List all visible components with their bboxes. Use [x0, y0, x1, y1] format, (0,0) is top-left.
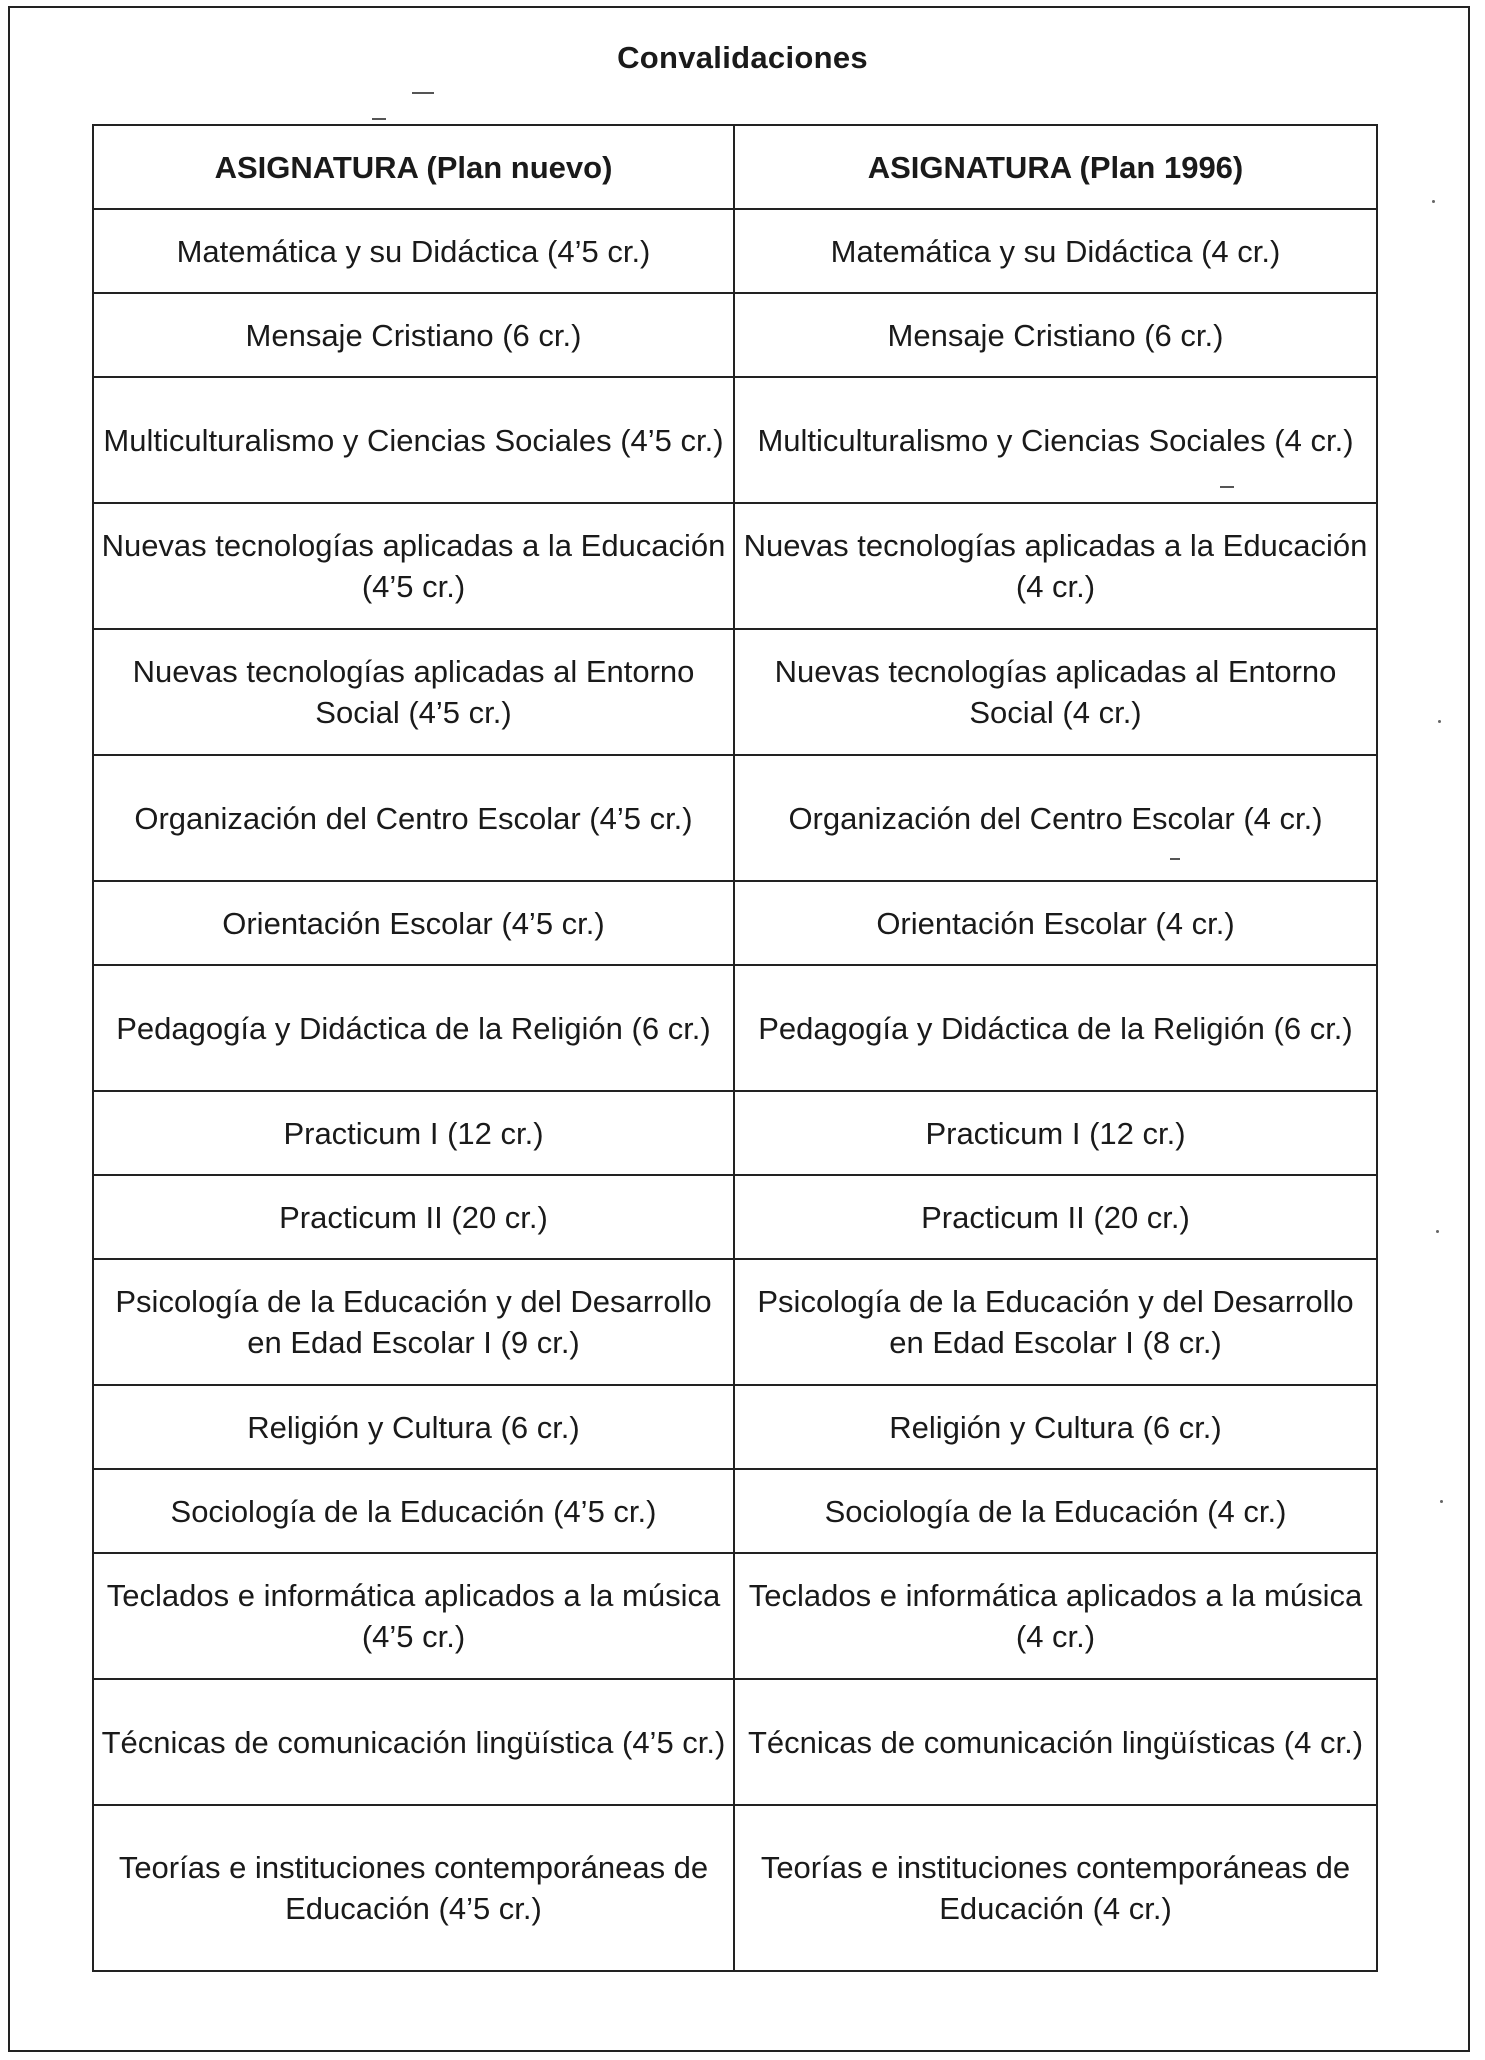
cell-plan-1996: Pedagogía y Didáctica de la Religión (6 cr.)	[734, 965, 1377, 1091]
table-row	[93, 1091, 1377, 1175]
table-row	[93, 377, 1377, 503]
cell-plan-1996: Mensaje Cristiano (6 cr.)	[734, 293, 1377, 377]
cell-plan-1996: Multiculturalismo y Ciencias Sociales (4 cr.)	[734, 377, 1377, 503]
table-row	[93, 629, 1377, 755]
cell-plan-1996: Religión y Cultura (6 cr.)	[734, 1385, 1377, 1469]
cell-plan-nuevo: Técnicas de comunicación lingüística (4’5 cr.)	[93, 1679, 734, 1805]
cell-plan-1996: Teclados e informática aplicados a la música (4 cr.)	[734, 1553, 1377, 1679]
table-row	[93, 1679, 1377, 1805]
table-row	[93, 965, 1377, 1091]
cell-plan-nuevo: Matemática y su Didáctica (4’5 cr.)	[93, 209, 734, 293]
cell-plan-nuevo: Practicum I (12 cr.)	[93, 1091, 734, 1175]
header-plan-1996: ASIGNATURA (Plan 1996)	[734, 125, 1377, 209]
cell-plan-1996: Nuevas tecnologías aplicadas a la Educación (4 cr.)	[734, 503, 1377, 629]
header-plan-nuevo: ASIGNATURA (Plan nuevo)	[93, 125, 734, 209]
cell-plan-nuevo: Pedagogía y Didáctica de la Religión (6 cr.)	[93, 965, 734, 1091]
cell-plan-1996: Psicología de la Educación y del Desarrollo en Edad Escolar I (8 cr.)	[734, 1259, 1377, 1385]
cell-plan-nuevo: Organización del Centro Escolar (4’5 cr.)	[93, 755, 734, 881]
convalidaciones-table	[92, 124, 1378, 1972]
table-row	[93, 1469, 1377, 1553]
cell-plan-nuevo: Teclados e informática aplicados a la música (4’5 cr.)	[93, 1553, 734, 1679]
cell-plan-1996: Orientación Escolar (4 cr.)	[734, 881, 1377, 965]
cell-plan-nuevo: Sociología de la Educación (4’5 cr.)	[93, 1469, 734, 1553]
table-row	[93, 1553, 1377, 1679]
table-row	[93, 755, 1377, 881]
page-title: Convalidaciones	[617, 40, 868, 75]
cell-plan-nuevo: Nuevas tecnologías aplicadas al Entorno Social (4’5 cr.)	[93, 629, 734, 755]
cell-plan-1996: Técnicas de comunicación lingüísticas (4 cr.)	[734, 1679, 1377, 1805]
cell-plan-nuevo: Mensaje Cristiano (6 cr.)	[93, 293, 734, 377]
cell-plan-1996: Organización del Centro Escolar (4 cr.)	[734, 755, 1377, 881]
scan-artifact	[372, 118, 386, 120]
table-header-row	[93, 125, 1377, 209]
table-row	[93, 1259, 1377, 1385]
cell-plan-nuevo: Multiculturalismo y Ciencias Sociales (4’5 cr.)	[93, 377, 734, 503]
cell-plan-nuevo: Orientación Escolar (4’5 cr.)	[93, 881, 734, 965]
cell-plan-1996: Practicum II (20 cr.)	[734, 1175, 1377, 1259]
table-row	[93, 209, 1377, 293]
cell-plan-nuevo: Nuevas tecnologías aplicadas a la Educación (4’5 cr.)	[93, 503, 734, 629]
cell-plan-1996: Sociología de la Educación (4 cr.)	[734, 1469, 1377, 1553]
table-row	[93, 293, 1377, 377]
cell-plan-nuevo: Practicum II (20 cr.)	[93, 1175, 734, 1259]
table-row	[93, 1385, 1377, 1469]
cell-plan-1996: Matemática y su Didáctica (4 cr.)	[734, 209, 1377, 293]
table-row	[93, 881, 1377, 965]
scan-artifact	[1436, 1230, 1439, 1233]
cell-plan-1996: Nuevas tecnologías aplicadas al Entorno Social (4 cr.)	[734, 629, 1377, 755]
scan-artifact	[1440, 1500, 1443, 1503]
table-row	[93, 1175, 1377, 1259]
table-row	[93, 1805, 1377, 1971]
scan-artifact	[412, 92, 434, 94]
cell-plan-nuevo: Religión y Cultura (6 cr.)	[93, 1385, 734, 1469]
cell-plan-nuevo: Psicología de la Educación y del Desarrollo en Edad Escolar I (9 cr.)	[93, 1259, 734, 1385]
cell-plan-1996: Teorías e instituciones contemporáneas de Educación (4 cr.)	[734, 1805, 1377, 1971]
cell-plan-1996: Practicum I (12 cr.)	[734, 1091, 1377, 1175]
scan-artifact	[1432, 200, 1435, 203]
table-row	[93, 503, 1377, 629]
scan-artifact	[1438, 720, 1441, 723]
cell-plan-nuevo: Teorías e instituciones contemporáneas de Educación (4’5 cr.)	[93, 1805, 734, 1971]
